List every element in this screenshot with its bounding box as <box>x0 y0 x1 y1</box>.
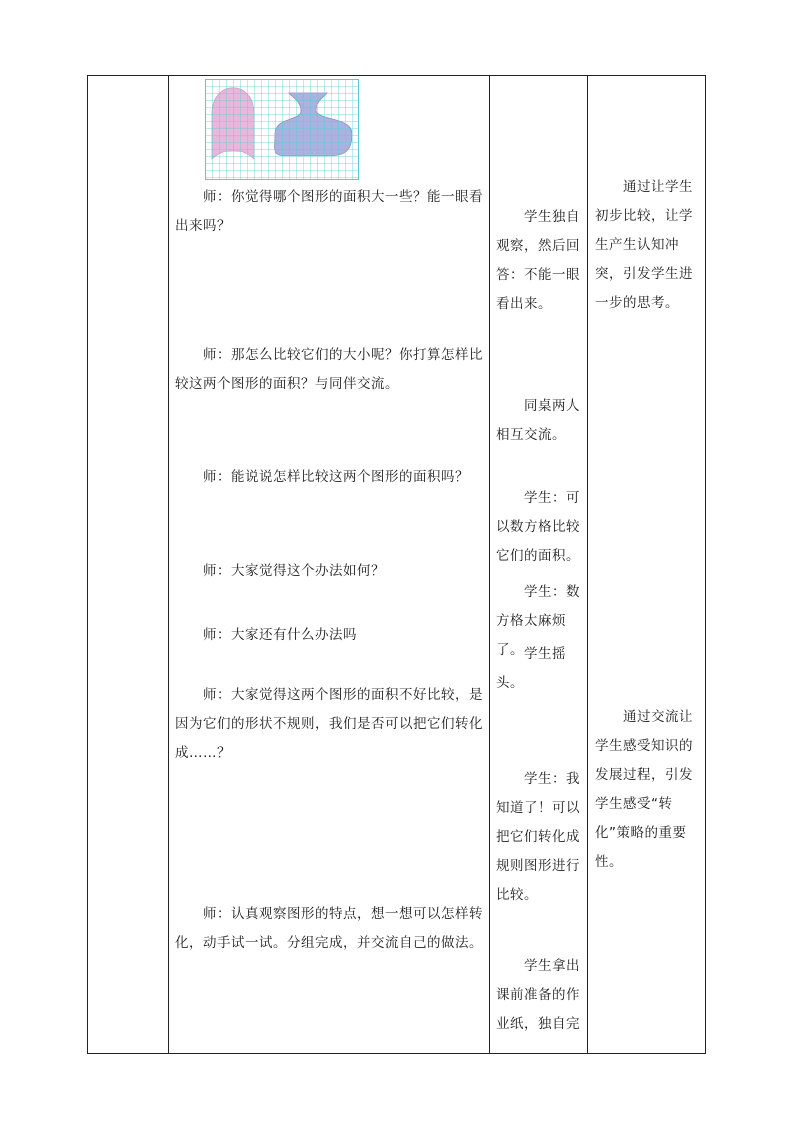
teacher-dialogue: 师：你觉得哪个图形的面积大一些？能一眼看出来吗？ <box>175 189 483 234</box>
grid-shapes-figure <box>205 79 359 180</box>
student-response: 学生：可以数方格比较它们的面积。 <box>496 490 580 564</box>
student-response: 学生独自观察，然后回答：不能一眼看出来。 <box>496 209 580 312</box>
student-response: 学生摇头。 <box>496 646 566 691</box>
teacher-dialogue: 师：认真观察图形的特点，想一想可以怎样转化，动手试一试。分组完成，并交流自己的做法。 <box>175 906 483 951</box>
teacher-activity-column <box>169 76 489 1053</box>
design-intent: 通过交流让学生感受知识的发展过程，引发学生感受“转化”策略的重要性。 <box>595 709 693 870</box>
student-response: 学生：数方格太麻烦了。 <box>496 584 580 658</box>
lesson-table <box>87 75 706 1054</box>
teacher-dialogue: 师：那怎么比较它们的大小呢？你打算怎样比较这两个图形的面积？与同伴交流。 <box>175 347 483 392</box>
student-response: 学生：我知道了！可以把它们转化成规则图形进行比较。 <box>496 771 580 903</box>
design-intent-column <box>588 76 705 1053</box>
teacher-dialogue: 师：大家还有什么办法吗 <box>203 627 357 643</box>
teacher-dialogue: 师：能说说怎样比较这两个图形的面积吗？ <box>203 469 469 485</box>
grid-lines <box>206 80 359 180</box>
student-activity-column <box>490 76 587 1053</box>
teacher-dialogue: 师：大家觉得这两个图形的面积不好比较，是因为它们的形状不规则，我们是否可以把它们转化成……？ <box>175 687 483 761</box>
step-column <box>88 76 168 1053</box>
student-response: 学生拿出课前准备的作业纸，独自完 <box>496 958 580 1032</box>
teacher-dialogue: 师：大家觉得这个办法如何？ <box>203 563 385 579</box>
student-response: 同桌两人相互交流。 <box>496 398 580 443</box>
design-intent: 通过让学生初步比较，让学生产生认知冲突，引发学生进一步的思考。 <box>595 179 693 311</box>
